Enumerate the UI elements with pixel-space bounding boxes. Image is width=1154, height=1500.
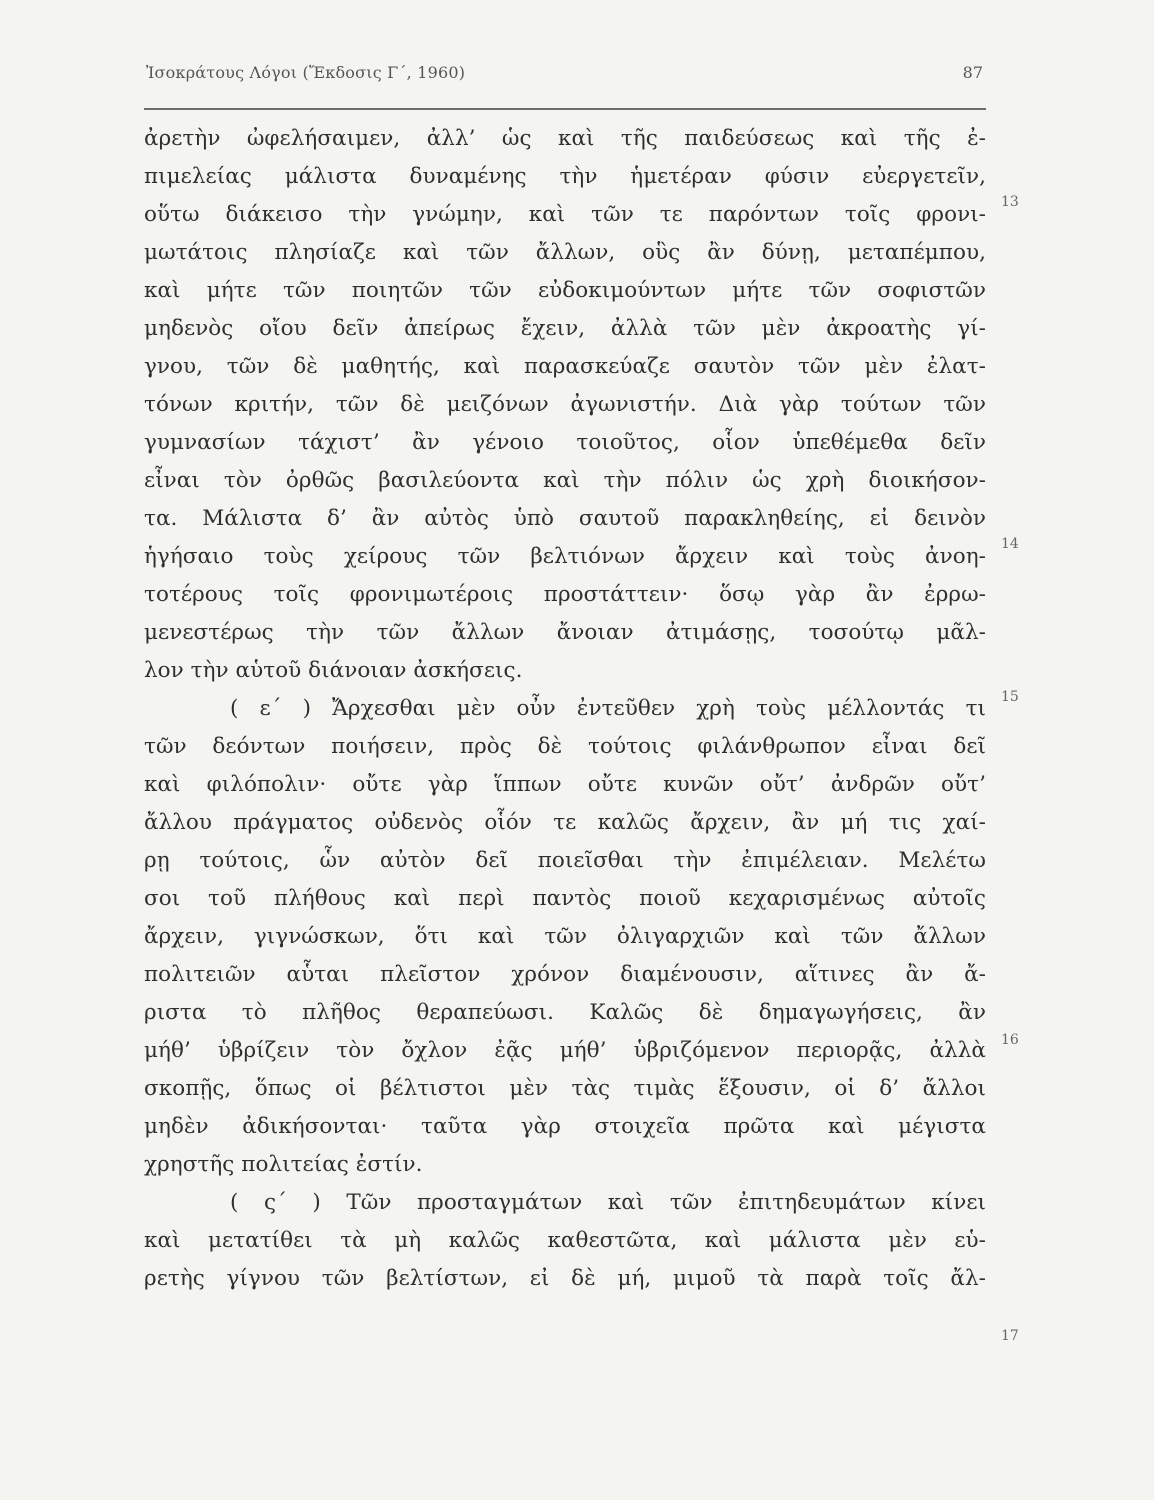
text-line: πολιτειῶν αὗται πλεῖστον χρόνον διαμένουσιν, αἵτινες ἂν ἄ- — [144, 962, 986, 987]
text-line: μενεστέρως τὴν τῶν ἄλλων ἄνοιαν ἀτιμάσῃς, τοσούτῳ μᾶλ- — [144, 620, 986, 645]
header-rule — [144, 108, 986, 110]
text-line: τοτέρους τοῖς φρονιμωτέροις προστάττειν· ὅσῳ γὰρ ἂν ἐρρω- — [144, 582, 986, 607]
text-line: τόνων κριτήν, τῶν δὲ μειζόνων ἀγωνιστήν. Διὰ γὰρ τούτων τῶν — [144, 392, 986, 417]
margin-section-number: 17 — [1001, 1328, 1019, 1344]
text-line: χρηστῆς πολιτείας ἐστίν. — [144, 1152, 423, 1177]
text-line: γνου, τῶν δὲ μαθητής, καὶ παρασκεύαζε σαυτὸν τῶν μὲν ἐλατ- — [144, 354, 986, 379]
margin-section-number: 16 — [1001, 1032, 1019, 1048]
text-line: ρετὴς γίγνου τῶν βελτίστων, εἰ δὲ μή, μιμοῦ τὰ παρὰ τοῖς ἄλ- — [144, 1266, 986, 1291]
text-line: τῶν δεόντων ποιήσειν, πρὸς δὲ τούτοις φιλάνθρωπον εἶναι δεῖ — [144, 734, 986, 759]
text-line: καὶ φιλόπολιν· οὔτε γὰρ ἵππων οὔτε κυνῶν οὔτ’ ἀνδρῶν οὔτ’ — [144, 772, 986, 797]
text-line: λον τὴν αὑτοῦ διάνοιαν ἀσκήσεις. — [144, 658, 523, 683]
text-line: μωτάτοις πλησίαζε καὶ τῶν ἄλλων, οὓς ἂν δύνῃ, μεταπέμπου, — [144, 240, 986, 265]
main-text — [144, 120, 986, 1298]
text-line: σκοπῇς, ὅπως οἱ βέλτιστοι μὲν τὰς τιμὰς ἕξουσιν, οἱ δ’ ἄλλοι — [144, 1076, 986, 1101]
running-title: Ἰσοκράτους Λόγοι (Ἔκδοσις Γ΄, 1960) — [146, 63, 466, 82]
text-line: καὶ μετατίθει τὰ μὴ καλῶς καθεστῶτα, καὶ μάλιστα μὲν εὑ- — [144, 1228, 986, 1253]
text-line: καὶ μήτε τῶν ποιητῶν τῶν εὐδοκιμούντων μήτε τῶν σοφιστῶν — [144, 278, 986, 303]
text-line: οὕτω διάκεισο τὴν γνώμην, καὶ τῶν τε παρόντων τοῖς φρονι- — [144, 202, 986, 227]
text-line: τα. Μάλιστα δ’ ἂν αὐτὸς ὑπὸ σαυτοῦ παρακληθείης, εἰ δεινὸν — [144, 506, 986, 531]
text-line: εἶναι τὸν ὀρθῶς βασιλεύοντα καὶ τὴν πόλιν ὡς χρὴ διοικήσον- — [144, 468, 986, 493]
text-line: σοι τοῦ πλήθους καὶ περὶ παντὸς ποιοῦ κεχαρισμένως αὐτοῖς — [144, 886, 986, 911]
text-line: γυμνασίων τάχιστ’ ἂν γένοιο τοιοῦτος, οἷον ὑπεθέμεθα δεῖν — [144, 430, 986, 455]
text-line: ριστα τὸ πλῆθος θεραπεύωσι. Καλῶς δὲ δημαγωγήσεις, ἂν — [144, 1000, 986, 1025]
page-number: 87 — [962, 63, 983, 82]
text-line: μηδὲν ἀδικήσονται· ταῦτα γὰρ στοιχεῖα πρῶτα καὶ μέγιστα — [144, 1114, 986, 1139]
text-line: πιμελείας μάλιστα δυναμένης τὴν ἡμετέραν φύσιν εὐεργετεῖν, — [144, 164, 986, 189]
text-line: ἄρχειν, γιγνώσκων, ὅτι καὶ τῶν ὀλιγαρχιῶν καὶ τῶν ἄλλων — [144, 924, 986, 949]
margin-section-number: 13 — [1001, 194, 1019, 210]
text-line: μηδενὸς οἴου δεῖν ἀπείρως ἔχειν, ἀλλὰ τῶν μὲν ἀκροατὴς γί- — [144, 316, 986, 341]
section-line: ( ς΄ ) Τῶν προσταγμάτων καὶ τῶν ἐπιτηδευμάτων κίνει — [230, 1190, 986, 1215]
text-line: μήθ’ ὑβρίζειν τὸν ὄχλον ἐᾷς μήθ’ ὑβριζόμενον περιορᾷς, ἀλλὰ — [144, 1038, 986, 1063]
text-line: ἀρετὴν ὠφελήσαιμεν, ἀλλ’ ὡς καὶ τῆς παιδεύσεως καὶ τῆς ἐ- — [144, 126, 986, 151]
text-line: ἡγήσαιο τοὺς χείρους τῶν βελτιόνων ἄρχειν καὶ τοὺς ἀνοη- — [144, 544, 986, 569]
text-line: ἄλλου πράγματος οὐδενὸς οἷόν τε καλῶς ἄρχειν, ἂν μή τις χαί- — [144, 810, 986, 835]
section-line: ( ε΄ ) Ἄρχεσθαι μὲν οὖν ἐντεῦθεν χρὴ τοὺς μέλλοντάς τι — [230, 696, 986, 721]
text-line: ρῃ τούτοις, ὧν αὐτὸν δεῖ ποιεῖσθαι τὴν ἐπιμέλειαν. Μελέτω — [144, 848, 986, 873]
margin-section-number: 14 — [1001, 536, 1019, 552]
margin-section-number: 15 — [1001, 689, 1019, 705]
